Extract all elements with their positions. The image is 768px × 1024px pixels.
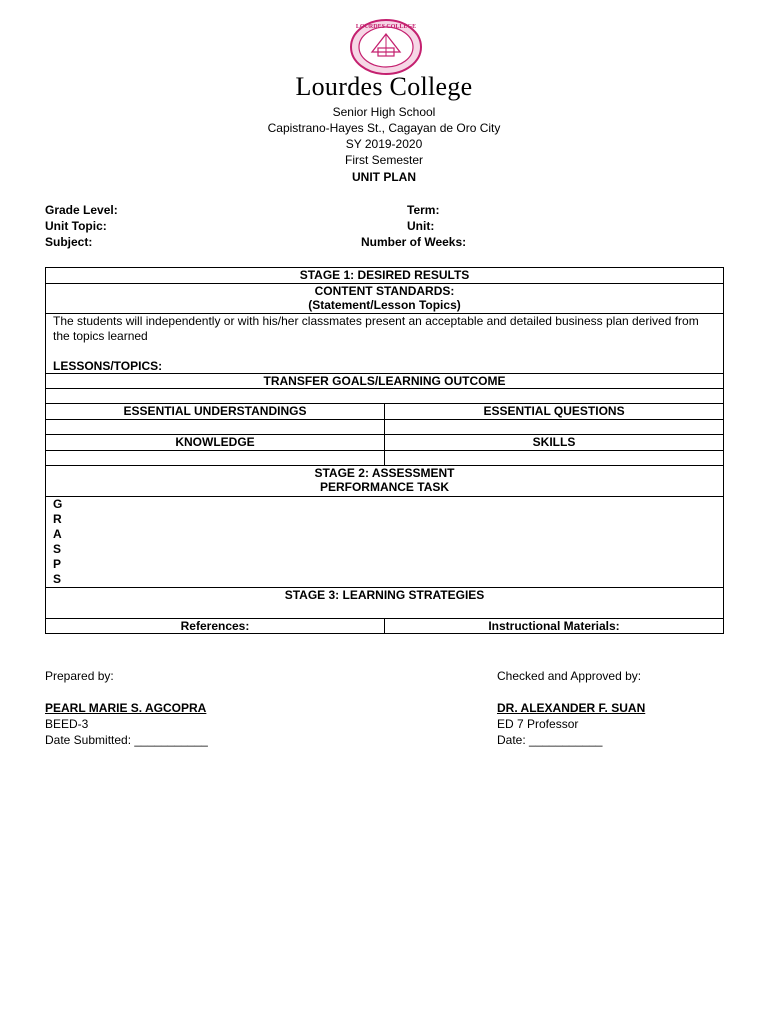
checked-by-role: ED 7 Professor xyxy=(497,717,579,731)
unit-plan-table xyxy=(45,267,724,634)
unit-topic-label: Unit Topic: xyxy=(45,219,107,233)
term-label: Term: xyxy=(407,203,440,217)
essential-understandings-heading: ESSENTIAL UNDERSTANDINGS xyxy=(46,404,385,420)
grasps-letter: G xyxy=(53,497,63,511)
prepared-by-role: BEED-3 xyxy=(45,717,89,731)
knowledge-blank xyxy=(46,451,385,466)
grasps-letter: S xyxy=(53,542,62,556)
stage1-heading: STAGE 1: DESIRED RESULTS xyxy=(46,268,724,284)
content-statement: The students will independently or with his/her classmates present an acceptable and detailed business plan derived from the topics learned xyxy=(53,314,699,343)
checked-by-label: Checked and Approved by: xyxy=(497,669,642,683)
content-standards-cell xyxy=(46,284,724,314)
grasps-letter: P xyxy=(53,557,62,571)
grasps-letter: A xyxy=(53,527,62,541)
lessons-topics-label: LESSONS/TOPICS: xyxy=(53,359,163,373)
stage2-cell xyxy=(46,466,724,497)
school-address: Capistrano-Hayes St., Cagayan de Oro City xyxy=(267,121,501,135)
knowledge-heading: KNOWLEDGE xyxy=(46,435,385,451)
grasps-letter: S xyxy=(53,572,62,586)
essential-questions-blank xyxy=(385,420,724,435)
college-name: Lourdes College xyxy=(295,72,473,101)
performance-task-heading: PERFORMANCE TASK xyxy=(319,480,450,494)
document-title: UNIT PLAN xyxy=(352,170,416,184)
essential-questions-heading: ESSENTIAL QUESTIONS xyxy=(385,404,724,420)
unit-label: Unit: xyxy=(407,219,435,233)
grade-level-label: Grade Level: xyxy=(45,203,118,217)
grasps-letter: R xyxy=(53,512,62,526)
semester: First Semester xyxy=(344,153,423,167)
school-year: SY 2019-2020 xyxy=(345,137,423,151)
content-standards-subheading: (Statement/Lesson Topics) xyxy=(308,298,461,312)
essential-understandings-blank xyxy=(46,420,385,435)
references-heading: References: xyxy=(46,619,385,634)
subject-label: Subject: xyxy=(45,235,93,249)
skills-heading: SKILLS xyxy=(385,435,724,451)
svg-text:LOURDES COLLEGE: LOURDES COLLEGE xyxy=(355,24,417,30)
checked-by-name: DR. ALEXANDER F. SUAN xyxy=(497,701,646,715)
content-statement-cell xyxy=(46,314,724,374)
content-standards-heading: CONTENT STANDARDS: xyxy=(314,284,455,298)
transfer-goals-blank xyxy=(46,389,724,404)
instructional-materials-heading: Instructional Materials: xyxy=(385,619,724,634)
stage2-heading: STAGE 2: ASSESSMENT xyxy=(314,466,455,480)
prepared-by-label: Prepared by: xyxy=(45,669,114,683)
approval-date: Date: ___________ xyxy=(497,733,603,747)
transfer-goals-heading: TRANSFER GOALS/LEARNING OUTCOME xyxy=(46,374,724,389)
college-seal-logo xyxy=(349,18,423,76)
date-submitted: Date Submitted: ___________ xyxy=(45,733,208,747)
weeks-label: Number of Weeks: xyxy=(361,235,467,249)
skills-blank xyxy=(385,451,724,466)
school-name: Senior High School xyxy=(332,105,436,119)
grasps-cell xyxy=(46,497,724,588)
prepared-by-name: PEARL MARIE S. AGCOPRA xyxy=(45,701,207,715)
stage3-heading: STAGE 3: LEARNING STRATEGIES xyxy=(46,588,724,619)
